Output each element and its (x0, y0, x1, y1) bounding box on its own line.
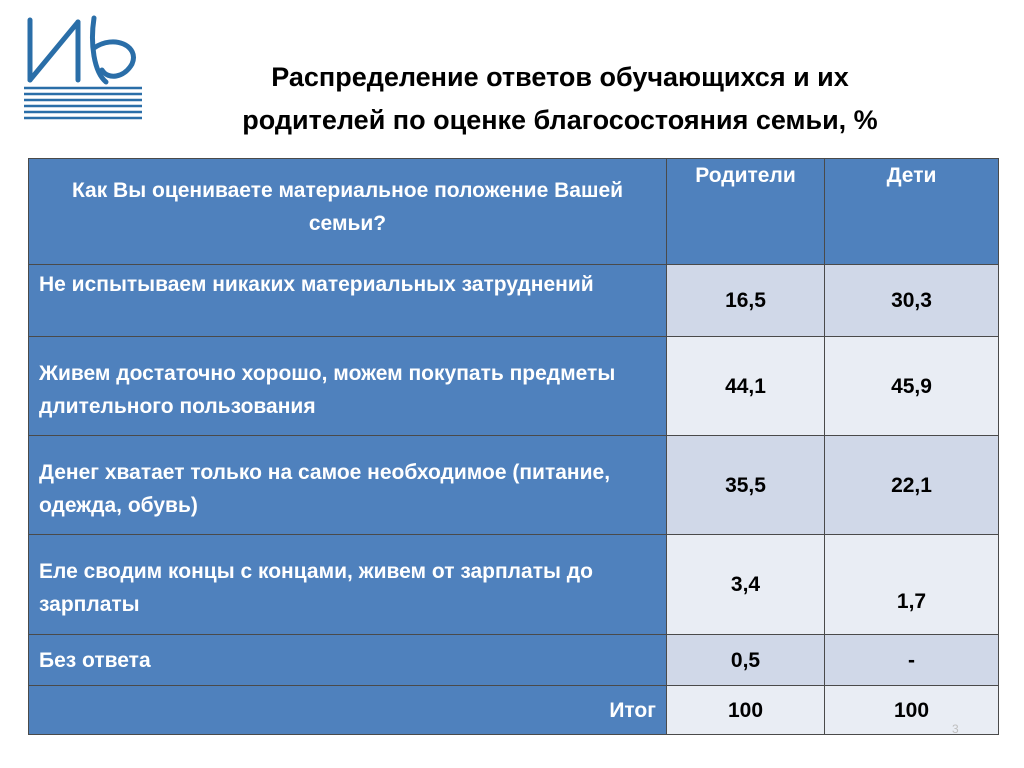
ipv-logo (22, 14, 146, 124)
row-children-value: - (825, 635, 999, 686)
survey-table (28, 158, 999, 735)
row-children-value: 1,7 (825, 535, 999, 635)
row-parents-value: 3,4 (667, 535, 825, 635)
header-question: Как Вы оцениваете материальное положение Вашей семьи? (29, 159, 667, 265)
header-children: Дети (825, 159, 999, 265)
row-parents-value: 16,5 (667, 265, 825, 337)
page-title (180, 56, 940, 142)
row-children-value: 22,1 (825, 436, 999, 535)
row-parents-value: 0,5 (667, 635, 825, 686)
table-row (29, 337, 999, 436)
row-answer: Еле сводим концы с концами, живем от зарплаты до зарплаты (29, 535, 667, 635)
row-answer: Живем достаточно хорошо, можем покупать предметы длительного пользования (29, 337, 667, 436)
row-children-value: 30,3 (825, 265, 999, 337)
row-children-value: 45,9 (825, 337, 999, 436)
row-answer: Денег хватает только на самое необходимое (питание, одежда, обувь) (29, 436, 667, 535)
row-parents-value: 44,1 (667, 337, 825, 436)
table-row (29, 635, 999, 686)
slide-number: 3 (952, 722, 959, 736)
table-row (29, 265, 999, 337)
total-children-value: 100 (825, 686, 999, 735)
row-answer: Не испытываем никаких материальных затруднений (29, 265, 667, 337)
row-parents-value: 35,5 (667, 436, 825, 535)
table-header-row (29, 159, 999, 265)
title-line-2: родителей по оценке благосостояния семьи, % (242, 105, 878, 135)
title-line-1: Распределение ответов обучающихся и их (271, 62, 849, 92)
table-row (29, 436, 999, 535)
row-answer: Без ответа (29, 635, 667, 686)
table-total-row (29, 686, 999, 735)
total-label: Итог (29, 686, 667, 735)
total-parents-value: 100 (667, 686, 825, 735)
table-row (29, 535, 999, 635)
header-parents: Родители (667, 159, 825, 265)
